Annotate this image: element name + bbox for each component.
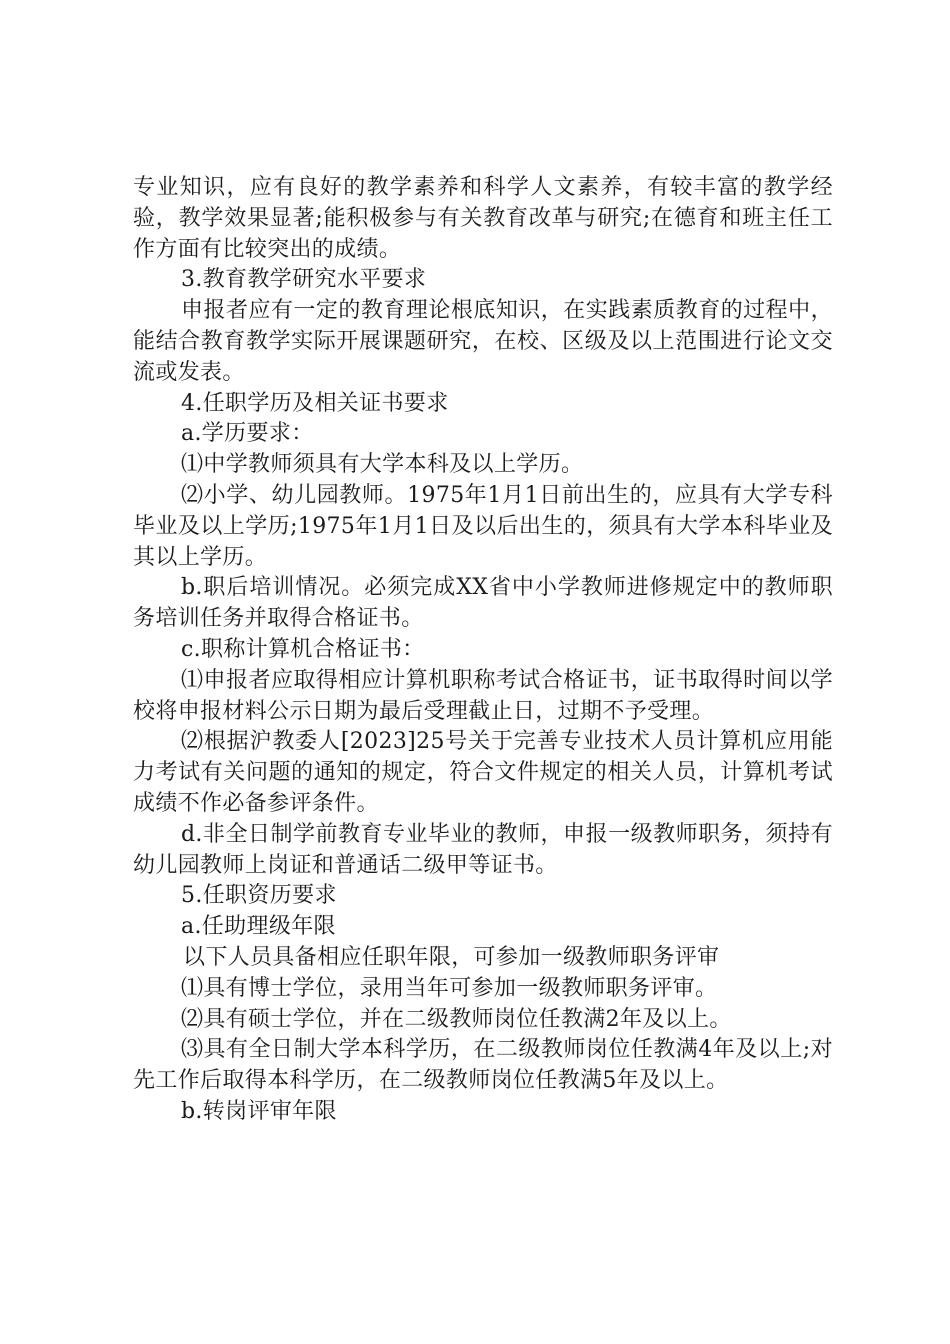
list-item: ⑵根据沪教委人[2023]25号关于完善专业技术人员计算机应用能力考试有关问题的通知的规定，符合文件规定的相关人员，计算机考试成绩不作必备参评条件。 xyxy=(133,729,833,816)
list-item: ⑴申报者应取得相应计算机职称考试合格证书，证书取得时间以学校将申报材料公示日期为最后受理截止日，过期不予受理。 xyxy=(133,667,833,724)
list-item: ⑵具有硕士学位，并在二级教师岗位任教满2年及以上。 xyxy=(181,1006,732,1032)
subsection-heading: a.任助理级年限 xyxy=(181,914,336,940)
section-heading: 3.教育教学研究水平要求 xyxy=(181,267,427,293)
section-heading: 5.任职资历要求 xyxy=(181,883,337,909)
list-item: ⑴中学教师须具有大学本科及以上学历。 xyxy=(181,452,584,478)
paragraph: 申报者应有一定的教育理论根底知识，在实践素质教育的过程中，能结合教育教学实际开展课题研究，在校、区级及以上范围进行论文交流或发表。 xyxy=(133,298,833,385)
paragraph: d.非全日制学前教育专业毕业的教师，申报一级教师职务，须持有幼儿园教师上岗证和普通话二级甲等证书。 xyxy=(133,821,833,878)
list-item: ⑴具有博士学位，录用当年可参加一级教师职务评审。 xyxy=(181,975,718,1001)
subsection-heading: b.转岗评审年限 xyxy=(181,1098,337,1124)
section-heading: 4.任职学历及相关证书要求 xyxy=(181,390,449,416)
paragraph: b.职后培训情况。必须完成XX省中小学教师进修规定中的教师职务培训任务并取得合格证书。 xyxy=(133,575,833,632)
subsection-heading: a.学历要求： xyxy=(181,421,314,447)
list-item: ⑵小学、幼儿园教师。1975年1月1日前出生的，应具有大学专科毕业及以上学历;1975年1月1日及以后出生的，须具有大学本科毕业及其以上学历。 xyxy=(133,482,833,570)
document-body xyxy=(133,173,833,1128)
list-item: ⑶具有全日制大学本科学历，在二级教师岗位任教满4年及以上;对先工作后取得本科学历，在二级教师岗位任教满5年及以上。 xyxy=(133,1037,833,1094)
paragraph: 专业知识，应有良好的教学素养和科学人文素养，有较丰富的教学经验，教学效果显著;能积极参与有关教育改革与研究;在德育和班主任工作方面有比较突出的成绩。 xyxy=(133,175,833,262)
paragraph: 以下人员具备相应任职年限，可参加一级教师职务评审 xyxy=(183,944,720,970)
subsection-heading: c.职称计算机合格证书： xyxy=(181,636,425,662)
